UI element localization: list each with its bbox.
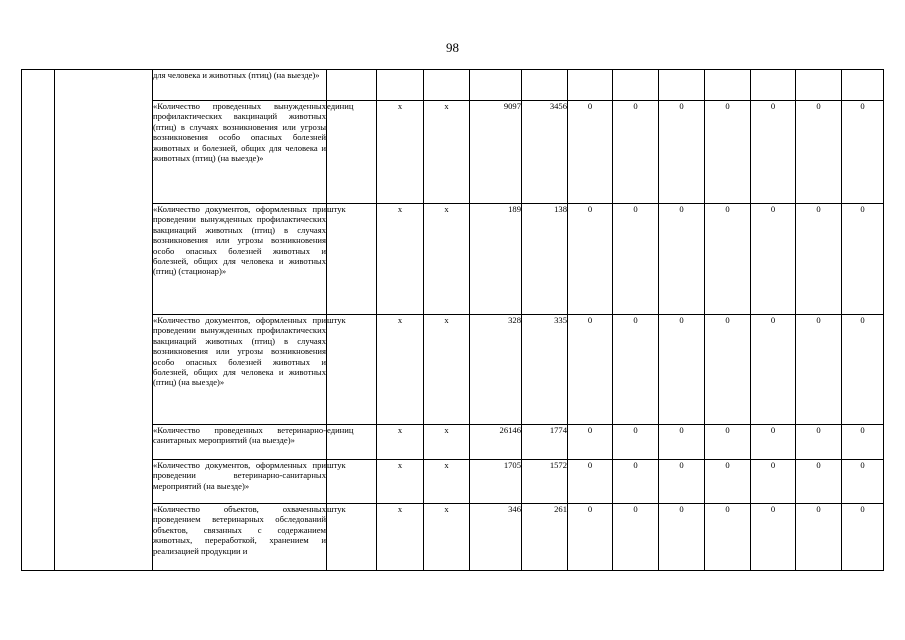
name-cell bbox=[55, 70, 153, 571]
zero-cell bbox=[705, 70, 751, 101]
value-cell: 346 bbox=[470, 504, 522, 571]
indicator-description: «Количество документов, оформленных при проведении вынужденных профилактических вакцинаций животных (птиц) в случаях возникновения или угрозы возникновения особо опасных болезней животных и болезней, общих для человека и животных (птиц) (стационар)» bbox=[153, 204, 327, 315]
zero-cell: 0 bbox=[842, 460, 884, 504]
zero-cell: 0 bbox=[705, 101, 751, 204]
zero-cell: 0 bbox=[613, 460, 659, 504]
zero-cell: 0 bbox=[568, 204, 613, 315]
value-cell: 335 bbox=[522, 315, 568, 425]
unit-cell: штук bbox=[327, 204, 377, 315]
value-cell bbox=[522, 70, 568, 101]
value-cell: 261 bbox=[522, 504, 568, 571]
value-cell: 1572 bbox=[522, 460, 568, 504]
zero-cell: 0 bbox=[842, 504, 884, 571]
zero-cell: 0 bbox=[751, 504, 796, 571]
value-cell: 1705 bbox=[470, 460, 522, 504]
zero-cell: 0 bbox=[751, 101, 796, 204]
zero-cell: 0 bbox=[613, 204, 659, 315]
value-cell: 138 bbox=[522, 204, 568, 315]
value-cell: х bbox=[424, 460, 470, 504]
zero-cell: 0 bbox=[796, 460, 842, 504]
zero-cell: 0 bbox=[796, 101, 842, 204]
unit-cell: единиц bbox=[327, 101, 377, 204]
zero-cell: 0 bbox=[705, 425, 751, 460]
zero-cell: 0 bbox=[659, 425, 705, 460]
zero-cell: 0 bbox=[842, 315, 884, 425]
zero-cell: 0 bbox=[705, 504, 751, 571]
zero-cell bbox=[751, 70, 796, 101]
data-table bbox=[21, 69, 884, 571]
zero-cell: 0 bbox=[659, 460, 705, 504]
value-cell: 328 bbox=[470, 315, 522, 425]
value-cell: 189 bbox=[470, 204, 522, 315]
value-cell: х bbox=[424, 204, 470, 315]
zero-cell: 0 bbox=[659, 204, 705, 315]
value-cell: 9097 bbox=[470, 101, 522, 204]
zero-cell: 0 bbox=[568, 504, 613, 571]
value-cell: 3456 bbox=[522, 101, 568, 204]
zero-cell bbox=[842, 70, 884, 101]
value-cell: х bbox=[377, 425, 424, 460]
zero-cell: 0 bbox=[613, 101, 659, 204]
zero-cell: 0 bbox=[613, 425, 659, 460]
value-cell: 1774 bbox=[522, 425, 568, 460]
value-cell: х bbox=[377, 204, 424, 315]
unit-cell: единиц bbox=[327, 425, 377, 460]
zero-cell: 0 bbox=[796, 204, 842, 315]
zero-cell: 0 bbox=[842, 101, 884, 204]
zero-cell: 0 bbox=[568, 460, 613, 504]
unit-cell: штук bbox=[327, 315, 377, 425]
zero-cell: 0 bbox=[568, 315, 613, 425]
zero-cell: 0 bbox=[613, 504, 659, 571]
value-cell: х bbox=[424, 101, 470, 204]
value-cell: х bbox=[424, 425, 470, 460]
unit-cell: штук bbox=[327, 460, 377, 504]
zero-cell: 0 bbox=[705, 315, 751, 425]
indicator-description: «Количество проведенных ветеринарно-санитарных мероприятий (на выезде)» bbox=[153, 425, 327, 460]
zero-cell: 0 bbox=[751, 460, 796, 504]
value-cell: х bbox=[424, 504, 470, 571]
zero-cell: 0 bbox=[705, 460, 751, 504]
zero-cell bbox=[659, 70, 705, 101]
value-cell: х bbox=[377, 101, 424, 204]
zero-cell: 0 bbox=[568, 425, 613, 460]
unit-cell bbox=[327, 70, 377, 101]
zero-cell: 0 bbox=[796, 504, 842, 571]
zero-cell bbox=[568, 70, 613, 101]
zero-cell: 0 bbox=[796, 425, 842, 460]
zero-cell: 0 bbox=[659, 101, 705, 204]
zero-cell bbox=[613, 70, 659, 101]
page-number: 98 bbox=[446, 40, 459, 55]
zero-cell: 0 bbox=[705, 204, 751, 315]
number-cell bbox=[22, 70, 55, 571]
zero-cell: 0 bbox=[568, 101, 613, 204]
indicator-description: «Количество документов, оформленных при проведении ветеринарно-санитарных мероприятий (на выезде)» bbox=[153, 460, 327, 504]
zero-cell: 0 bbox=[842, 425, 884, 460]
zero-cell bbox=[796, 70, 842, 101]
zero-cell: 0 bbox=[751, 204, 796, 315]
value-cell bbox=[424, 70, 470, 101]
zero-cell: 0 bbox=[842, 204, 884, 315]
value-cell: х bbox=[377, 504, 424, 571]
value-cell: х bbox=[377, 460, 424, 504]
indicator-description: «Количество документов, оформленных при проведении вынужденных профилактических вакцинаций животных (птиц) в случаях возникновения или угрозы возникновения особо опасных болезней животных и болезней, общих для человека и животных (птиц) (на выезде)» bbox=[153, 315, 327, 425]
zero-cell: 0 bbox=[751, 425, 796, 460]
indicator-description: «Количество проведенных вынужденных профилактических вакцинаций животных (птиц) в случаях возникновения или угрозы возникновения особо опасных болезней животных и болезней, общих для человека и животных (птиц) (на выезде)» bbox=[153, 101, 327, 204]
zero-cell: 0 bbox=[659, 504, 705, 571]
indicator-description: «Количество объектов, охваченных проведением ветеринарных обследований объектов, связанных с содержанием животных, переработкой, хранением и реализацией продукции и bbox=[153, 504, 327, 571]
value-cell bbox=[470, 70, 522, 101]
unit-cell: штук bbox=[327, 504, 377, 571]
value-cell: х bbox=[377, 315, 424, 425]
zero-cell: 0 bbox=[796, 315, 842, 425]
table-row bbox=[22, 70, 884, 101]
indicator-description: для человека и животных (птиц) (на выезде)» bbox=[153, 70, 327, 101]
value-cell: х bbox=[424, 315, 470, 425]
value-cell bbox=[377, 70, 424, 101]
zero-cell: 0 bbox=[613, 315, 659, 425]
value-cell: 26146 bbox=[470, 425, 522, 460]
zero-cell: 0 bbox=[751, 315, 796, 425]
zero-cell: 0 bbox=[659, 315, 705, 425]
